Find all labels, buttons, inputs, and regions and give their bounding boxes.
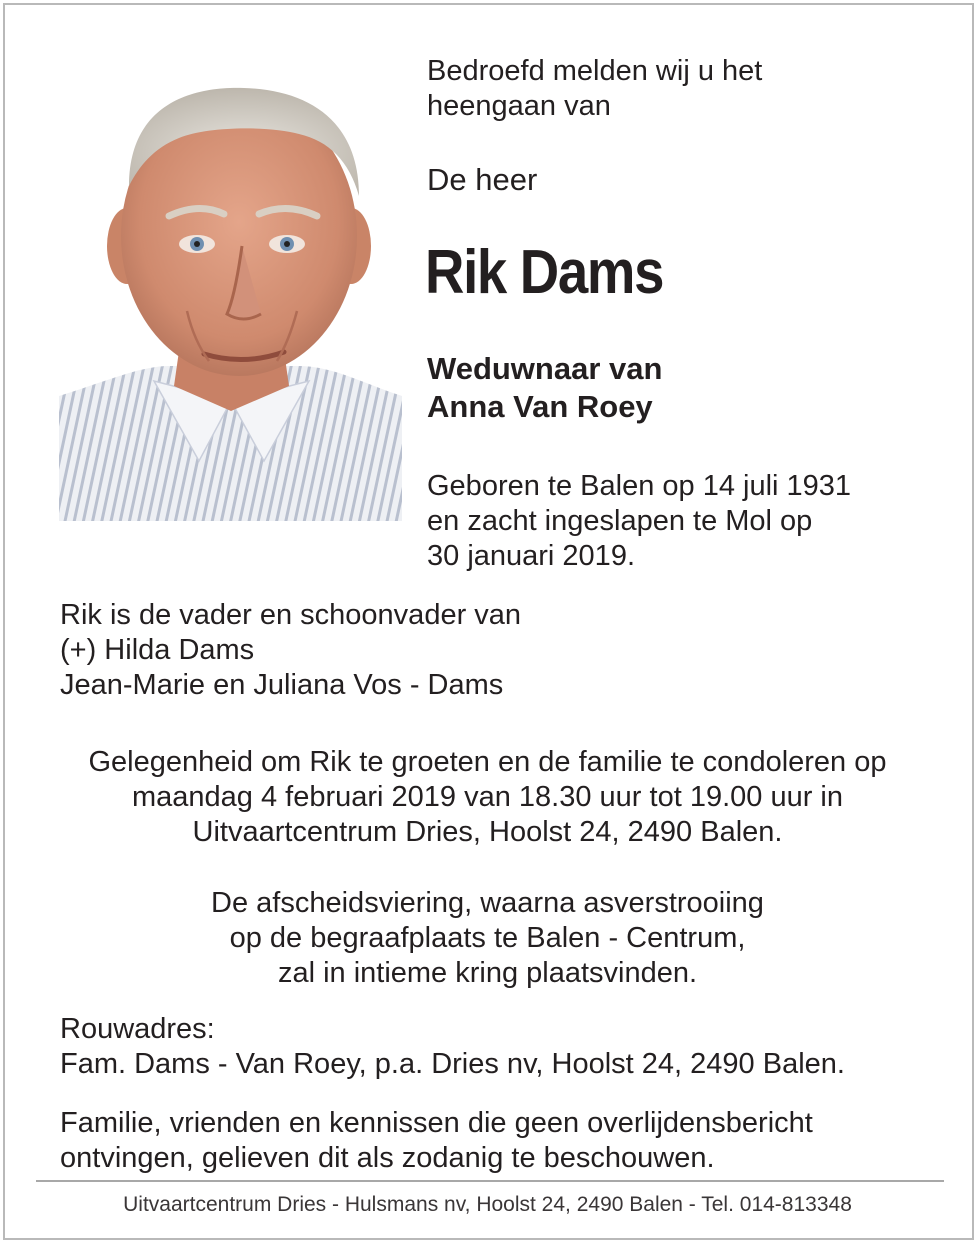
birth-death-text — [427, 469, 851, 574]
family-line: Jean-Marie en Juliana Vos - Dams — [60, 669, 504, 701]
widow-text — [427, 350, 662, 426]
visitation-text — [0, 745, 975, 850]
family-text — [60, 598, 521, 703]
farewell-line: op de begraafplaats te Balen - Centrum, — [229, 922, 746, 954]
farewell-line: De afscheidsviering, waarna asverstrooiing — [211, 887, 764, 919]
widow-line: Weduwnaar van — [427, 351, 663, 386]
closing-line: Familie, vrienden en kennissen die geen overlijdensbericht — [60, 1107, 813, 1139]
intro-line: Bedroefd melden wij u het — [427, 55, 763, 87]
footer-funeral-home: Uitvaartcentrum Dries - Hulsmans nv, Hoolst 24, 2490 Balen - Tel. 014-813348 — [123, 1193, 852, 1216]
closing-text — [60, 1106, 813, 1176]
portrait-photo — [59, 66, 402, 521]
address-value: Fam. Dams - Van Roey, p.a. Dries nv, Hoolst 24, 2490 Balen. — [60, 1048, 845, 1080]
visitation-line: Uitvaartcentrum Dries, Hoolst 24, 2490 Balen. — [192, 816, 783, 848]
visitation-line: Gelegenheid om Rik te groeten en de familie te condoleren op — [88, 746, 887, 778]
birth-death-line: Geboren te Balen op 14 juli 1931 — [427, 470, 852, 502]
birth-death-line: 30 januari 2019. — [427, 540, 635, 572]
address-label: Rouwadres: — [60, 1013, 215, 1045]
mourning-address — [60, 1012, 845, 1082]
widow-line: Anna Van Roey — [427, 389, 653, 424]
intro-text — [427, 54, 762, 124]
closing-line: ontvingen, gelieven dit als zodanig te beschouwen. — [60, 1142, 715, 1174]
deceased-name: Rik Dams — [425, 238, 664, 307]
birth-death-line: en zacht ingeslapen te Mol op — [427, 505, 813, 537]
portrait-photo-icon — [59, 66, 402, 521]
footer-divider — [36, 1180, 944, 1182]
title-prefix: De heer — [427, 162, 538, 197]
family-line: Rik is de vader en schoonvader van — [60, 599, 522, 631]
visitation-line: maandag 4 februari 2019 van 18.30 uur tot 19.00 uur in — [131, 781, 843, 813]
intro-line: heengaan van — [427, 90, 611, 122]
farewell-text — [0, 886, 975, 991]
farewell-line: zal in intieme kring plaatsvinden. — [277, 957, 698, 989]
family-line: (+) Hilda Dams — [60, 634, 255, 666]
